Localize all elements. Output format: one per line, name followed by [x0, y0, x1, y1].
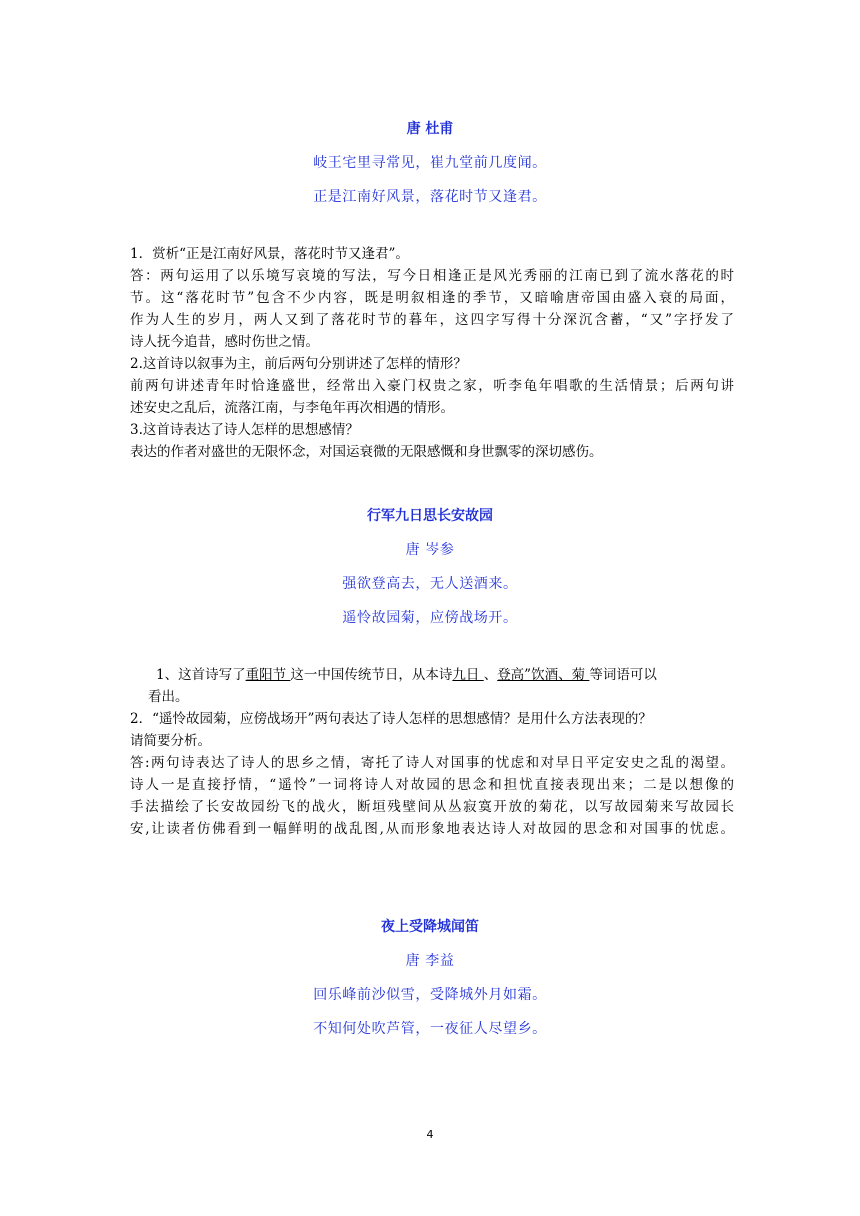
poem1-question-3: 3.这首诗表达了诗人怎样的思想感情？ — [130, 422, 359, 438]
poem3-title: 夜上受降城闻笛 — [381, 919, 479, 935]
poem2-question-1-cont: 看出。 — [148, 689, 189, 705]
poem3-author: 唐 李益 — [405, 953, 455, 969]
poem2-answer-2-line-1: 答:两句诗表达了诗人的思乡之情，寄托了诗人对国事的忧虑和对早日平定安史之乱的渴望。 — [130, 755, 734, 771]
poem1-question-1: 1．赏析“正是江南好风景，落花时节又逢君”。 — [130, 246, 409, 262]
poem2-title: 行军九日思长安故园 — [367, 508, 493, 524]
poem1-line-1: 岐王宅里寻常见，崔九堂前几度闻。 — [313, 155, 547, 171]
poem2-q1-blank-3: 登高”饮酒、菊 — [497, 667, 590, 683]
poem1-question-2: 2.这首诗以叙事为主，前后两句分别讲述了怎样的情形？ — [130, 356, 467, 372]
poem1-author: 唐 杜甫 — [406, 121, 454, 137]
poem2-line-1: 强欲登高去，无人送酒来。 — [342, 576, 518, 592]
poem2-q1-part-4: 等词语可以 — [589, 667, 657, 683]
poem2-q1-part-1: 1、这首诗写了 — [156, 667, 246, 683]
poem2-question-2-line-1: 2．“遥怜故园菊，应傍战场开”两句表达了诗人怎样的思想感情？是用什么方法表现的？ — [130, 711, 652, 727]
poem1-answer-3: 表达的作者对盛世的无限怀念，对国运衰微的无限感慨和身世飘零的深切感伤。 — [130, 444, 603, 460]
poem1-answer-2-line-2: 述安史之乱后，流落江南，与李龟年再次相遇的情形。 — [130, 400, 454, 416]
poem3-line-2: 不知何处吹芦管，一夜征人尽望乡。 — [313, 1021, 547, 1037]
poem2-line-2: 遥怜故园菊，应傍战场开。 — [342, 610, 518, 626]
poem2-question-1 — [156, 664, 734, 686]
poem2-question-2-line-2: 请简要分析。 — [130, 733, 211, 749]
poem1-answer-2-line-1: 前两句讲述青年时恰逢盛世，经常出入豪门权贵之家，听李龟年唱歌的生活情景；后两句讲 — [130, 378, 734, 394]
poem1-answer-1-line-4: 诗人抚今追昔，感时伤世之情。 — [130, 334, 319, 350]
page-number: 4 — [426, 1128, 434, 1141]
poem1-answer-1-line-1: 答：两句运用了以乐境写哀境的写法，写今日相逢正是风光秀丽的江南已到了流水落花的时 — [130, 268, 734, 284]
poem2-q1-blank-1: 重阳节 — [245, 667, 291, 683]
poem2-answer-2-line-2: 诗人一是直接抒情，“遥怜”一词将诗人对故园的思念和担忧直接表现出来；二是以想像的 — [130, 777, 734, 793]
poem2-q1-part-2: 这一中国传统节日，从本诗 — [290, 667, 453, 683]
poem2-q1-part-3: 、 — [483, 667, 498, 683]
poem1-answer-1-line-2: 节。这“落花时节”包含不少内容，既是明叙相逢的季节，又暗喻唐帝国由盛入衰的局面， — [130, 290, 734, 306]
poem2-author: 唐 岑参 — [405, 542, 455, 558]
poem1-line-2: 正是江南好风景，落花时节又逢君。 — [313, 189, 547, 205]
poem1-answer-1-line-3: 作为人生的岁月，两人又到了落花时节的暮年，这四字写得十分深沉含蓄，“又”字抒发了 — [130, 312, 734, 328]
poem2-answer-2-line-3: 手法描绘了长安故园纷飞的战火，断垣残壁间从丛寂寞开放的菊花，以写故园菊来写故园长 — [130, 799, 734, 815]
poem3-line-1: 回乐峰前沙似雪，受降城外月如霜。 — [313, 987, 547, 1003]
poem2-q1-blank-2: 九日 — [452, 667, 484, 683]
poem2-answer-2-line-4: 安,让读者仿佛看到一幅鲜明的战乱图,从而形象地表达诗人对故园的思念和对国事的忧虑。 — [130, 821, 734, 837]
